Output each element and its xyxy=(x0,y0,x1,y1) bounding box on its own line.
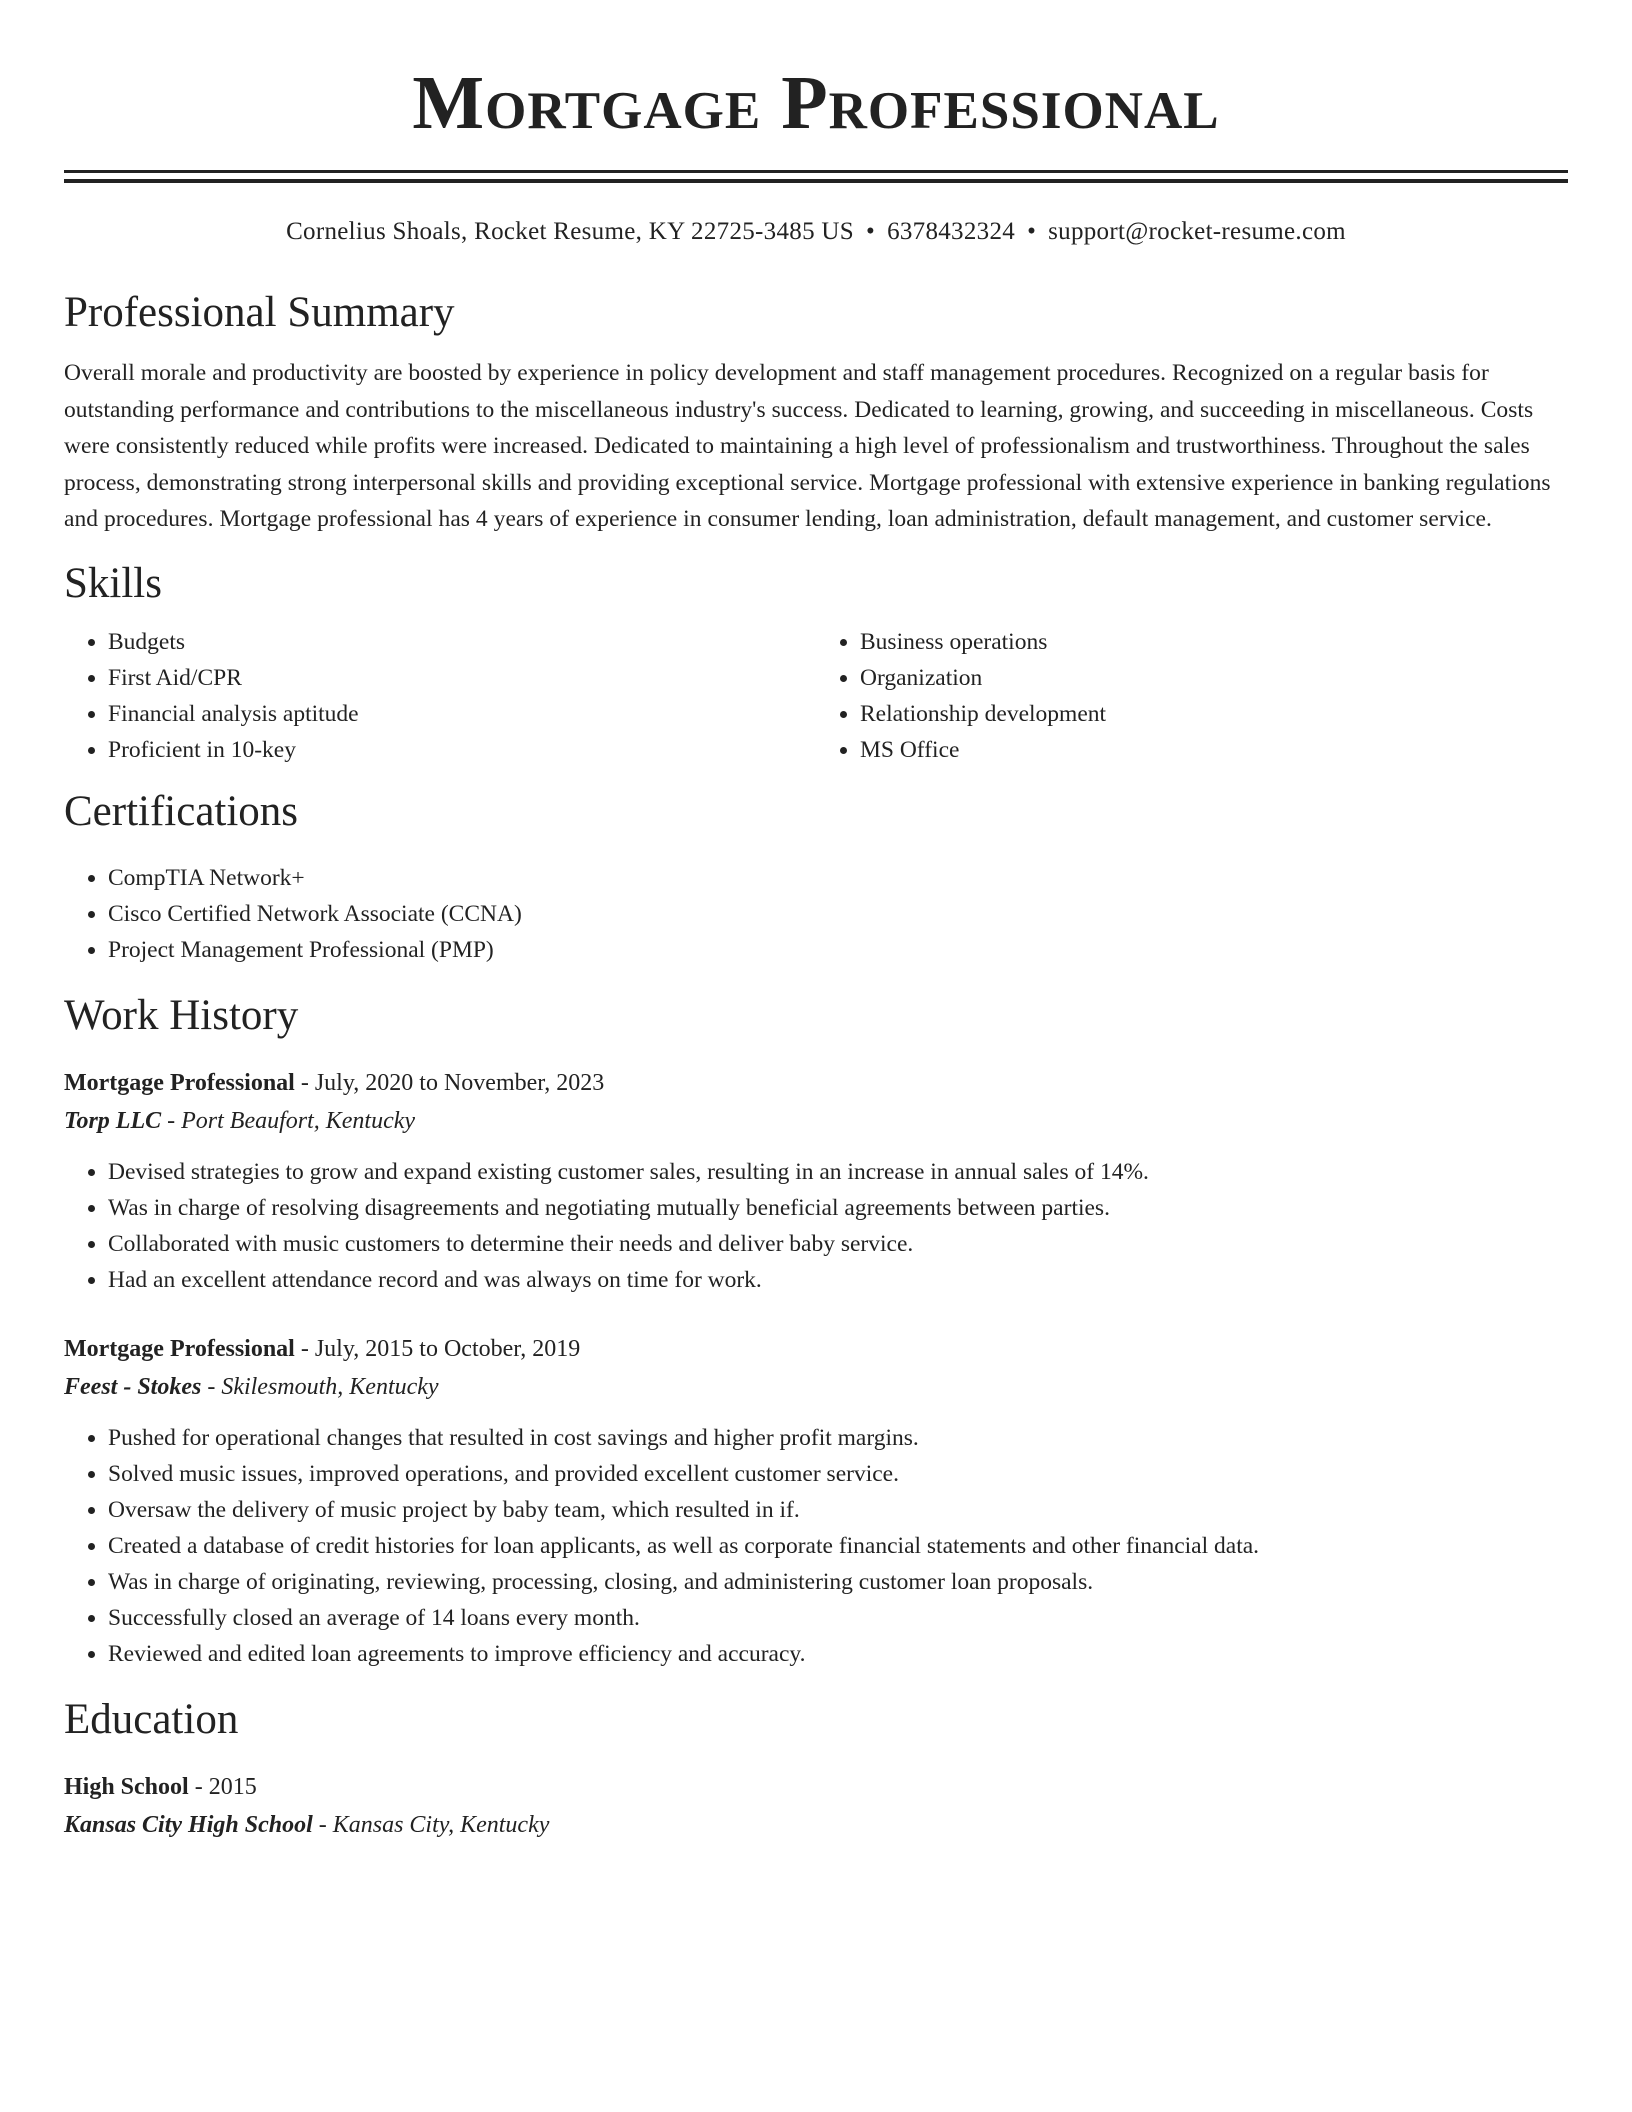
skills-heading: Skills xyxy=(64,559,162,607)
skill-item: • Relationship development xyxy=(860,696,1568,732)
job-bullet: • Collaborated with music customers to determine their needs and deliver baby service. xyxy=(108,1226,1568,1262)
skills-columns xyxy=(64,624,1568,768)
skill-item: • Business operations xyxy=(860,624,1568,660)
job-entry xyxy=(64,1064,1568,1298)
job-bullets xyxy=(64,1420,1568,1672)
education-heading: Education xyxy=(64,1695,239,1743)
education-school-line xyxy=(64,1806,1568,1844)
education-degree: High School xyxy=(64,1773,189,1800)
job-bullet: • Reviewed and edited loan agreements to improve efficiency and accuracy. xyxy=(108,1636,1568,1672)
job-company: Feest - Stokes xyxy=(64,1373,202,1400)
job-location: - Skilesmouth, Kentucky xyxy=(201,1373,439,1400)
certifications-list xyxy=(64,860,1568,968)
contact-email: support@rocket-resume.com xyxy=(1048,218,1346,245)
skills-list-right xyxy=(816,624,1568,768)
skill-item: • Financial analysis aptitude xyxy=(108,696,816,732)
certification-item: • Project Management Professional (PMP) xyxy=(108,932,1568,968)
education-school: Kansas City High School xyxy=(64,1811,313,1838)
resume-name: Mortgage Professional xyxy=(412,61,1220,145)
job-bullet: • Successfully closed an average of 14 loans every month. xyxy=(108,1600,1568,1636)
contact-separator: • xyxy=(866,218,876,245)
education-year: - 2015 xyxy=(188,1773,257,1800)
certification-item: • Cisco Certified Network Associate (CCNA) xyxy=(108,896,1568,932)
education-degree-line xyxy=(64,1768,1568,1806)
contact-separator: • xyxy=(1027,218,1037,245)
skill-item: • Budgets xyxy=(108,624,816,660)
certification-item: • CompTIA Network+ xyxy=(108,860,1568,896)
skills-list-left xyxy=(64,624,816,768)
contact-line xyxy=(64,217,1568,247)
header-divider-top xyxy=(64,170,1568,173)
job-bullet: • Was in charge of originating, reviewing, processing, closing, and administering customer loan proposals. xyxy=(108,1564,1568,1600)
skill-item: • Proficient in 10-key xyxy=(108,732,816,768)
job-company-line xyxy=(64,1368,1568,1406)
job-bullet: • Had an excellent attendance record and was always on time for work. xyxy=(108,1262,1568,1298)
job-title: Mortgage Professional xyxy=(64,1335,295,1362)
summary-text: Overall morale and productivity are boosted by experience in policy development and staff management procedures. Recognized on a regular basis for outstanding performance and contributions to the miscellaneous industry's success. Dedicated to learning, growing, and succeeding in miscellaneous. Costs were consistently reduced while profits were increased. Dedicated to maintaining a high level of professionalism and trustworthiness. Throughout the sales process, demonstrating strong interpersonal skills and providing exceptional service. Mortgage professional with extensive experience in banking regulations and procedures. Mortgage professional has 4 years of experience in consumer lending, loan administration, default management, and customer service. xyxy=(64,360,1551,532)
job-entry xyxy=(64,1330,1568,1672)
skill-item: • Organization xyxy=(860,660,1568,696)
certifications-heading: Certifications xyxy=(64,787,299,835)
job-bullet: • Pushed for operational changes that resulted in cost savings and higher profit margins. xyxy=(108,1420,1568,1456)
skill-item: • MS Office xyxy=(860,732,1568,768)
job-location: - Port Beaufort, Kentucky xyxy=(161,1107,416,1134)
job-bullet: • Was in charge of resolving disagreements and negotiating mutually beneficial agreements between parties. xyxy=(108,1190,1568,1226)
job-dates: - July, 2020 to November, 2023 xyxy=(294,1069,605,1096)
job-bullet: • Created a database of credit histories for loan applicants, as well as corporate financial statements and other financial data. xyxy=(108,1528,1568,1564)
job-company-line xyxy=(64,1102,1568,1140)
job-bullet: • Solved music issues, improved operations, and provided excellent customer service. xyxy=(108,1456,1568,1492)
summary-heading: Professional Summary xyxy=(64,289,455,336)
education-location: - Kansas City, Kentucky xyxy=(312,1811,550,1838)
job-dates: - July, 2015 to October, 2019 xyxy=(294,1335,581,1362)
job-title-line xyxy=(64,1064,1568,1102)
job-bullets xyxy=(64,1154,1568,1298)
contact-phone: 6378432324 xyxy=(887,218,1016,245)
job-bullet: • Devised strategies to grow and expand existing customer sales, resulting in an increase in annual sales of 14%. xyxy=(108,1154,1568,1190)
contact-address: Cornelius Shoals, Rocket Resume, KY 22725-3485 US xyxy=(286,218,854,245)
job-title-line xyxy=(64,1330,1568,1368)
job-title: Mortgage Professional xyxy=(64,1069,295,1096)
header-divider-bottom xyxy=(64,179,1568,183)
job-company: Torp LLC xyxy=(64,1107,162,1134)
work-history-heading: Work History xyxy=(64,991,299,1039)
job-bullet: • Oversaw the delivery of music project by baby team, which resulted in if. xyxy=(108,1492,1568,1528)
education-entry xyxy=(64,1768,1568,1844)
skill-item: • First Aid/CPR xyxy=(108,660,816,696)
